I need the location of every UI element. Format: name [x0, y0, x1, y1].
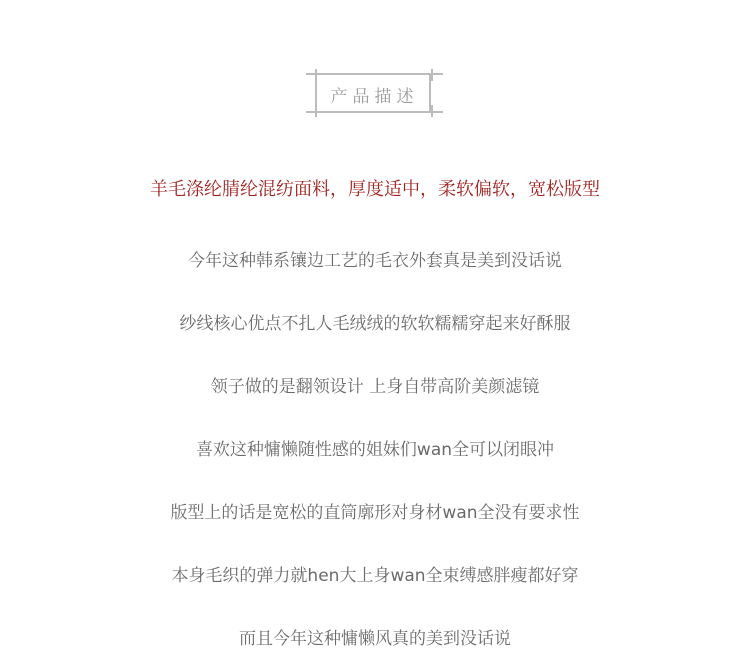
- section-title: 产品描述: [330, 87, 419, 107]
- description-line: 纱线核心优点不扎人毛绒绒的软软糯糯穿起来好酥服: [179, 314, 571, 334]
- description-line: 喜欢这种慵懒随性感的姐妹们wan全可以闭眼冲: [195, 440, 555, 460]
- description-line: 而且今年这种慵懒风真的美到没话说: [239, 629, 511, 649]
- corner-tick: [315, 69, 317, 81]
- section-title-box: [306, 69, 443, 117]
- description-line: 本身毛织的弹力就hen大上身wan全束缚感胖瘦都好穿: [171, 566, 579, 586]
- product-headline: 羊毛涤纶腈纶混纺面料，厚度适中，柔软偏软，宽松版型: [150, 179, 600, 200]
- corner-tick: [431, 69, 433, 81]
- description-line: 今年这种韩系镶边工艺的毛衣外套真是美到没话说: [188, 251, 562, 271]
- description-line: 版型上的话是宽松的直筒廓形对身材wan全没有要求性: [170, 503, 580, 523]
- description-line: 领子做的是翻领设计 上身自带高阶美颜滤镜: [210, 377, 540, 397]
